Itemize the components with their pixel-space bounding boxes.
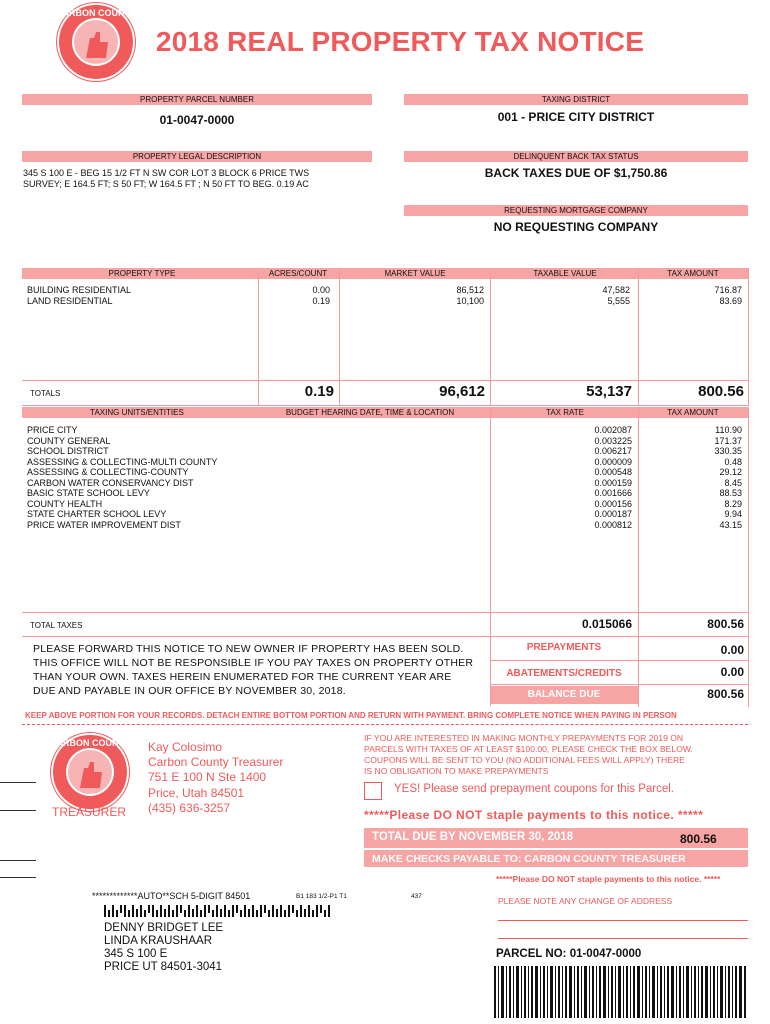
svg-text:CARBON COUNTY: CARBON COUNTY bbox=[50, 738, 130, 748]
abatements-value: 0.00 bbox=[720, 665, 744, 679]
cut-line bbox=[22, 724, 748, 725]
col-units: TAXING UNITS/ENTITIES bbox=[90, 408, 184, 417]
forward-notice: PLEASE FORWARD THIS NOTICE TO NEW OWNER IF PROPERTY HAS BEEN SOLD. THIS OFFICE WILL NOT BE RESPONSIBLE IF YOU PAY TAXES ON PROPERTY OTHER THAN YOUR OWN. TAXES HEREIN ENUMERATED FOR THE CURRENT YEAR ARE DUE AND PAYABLE IN OUR OFFICE BY NOVEMBER 30, 2018. bbox=[33, 643, 474, 697]
auto-sort-line: *************AUTO**SCH 5-DIGIT 84501 bbox=[92, 891, 251, 901]
prepay-checkbox[interactable] bbox=[364, 782, 382, 800]
totals-taxable: 53,137 bbox=[586, 383, 632, 400]
table-row: LAND RESIDENTIAL bbox=[27, 295, 113, 306]
divider bbox=[258, 268, 259, 406]
batch-code: B1 183 1/2-P1 T1 bbox=[296, 893, 347, 900]
fold-mark bbox=[0, 782, 36, 783]
staple-notice: *****Please DO NOT staple payments to this notice. ***** bbox=[364, 808, 704, 822]
legal-description-text: 345 S 100 E - BEG 15 1/2 FT N SW COR LOT 3 BLOCK 6 PRICE TWS SURVEY; E 164.5 FT; S 50 FT; W 164.5 FT ; N 50 FT TO BEG. 0.19 AC bbox=[23, 168, 310, 189]
divider bbox=[22, 636, 748, 637]
treasurer-address: Kay Colosimo Carbon County Treasurer 751 E 100 N Ste 1400 Price, Utah 84501 (435) 636-3257 bbox=[148, 740, 284, 815]
prepayments-value: 0.00 bbox=[720, 643, 744, 657]
address-line[interactable] bbox=[498, 920, 748, 921]
balance-due-value: 800.56 bbox=[707, 687, 744, 701]
divider bbox=[638, 268, 639, 406]
parcel-number-value: 01-0047-0000 bbox=[159, 113, 235, 127]
fold-mark bbox=[0, 860, 36, 861]
delinquent-status-label: DELINQUENT BACK TAX STATUS bbox=[404, 151, 748, 162]
list-item: COUNTY HEALTH bbox=[27, 498, 103, 509]
property-type-list bbox=[27, 285, 257, 306]
abatements-label: ABATEMENTS/CREDITS bbox=[506, 668, 622, 679]
treasurer-label: TREASURER bbox=[52, 805, 127, 819]
totals-label: TOTALS bbox=[30, 389, 61, 398]
mortgage-company-label: REQUESTING MORTGAGE COMPANY bbox=[404, 205, 748, 216]
legal-description-label: PROPERTY LEGAL DESCRIPTION bbox=[22, 151, 372, 162]
mailing-address: DENNY BRIDGET LEE LINDA KRAUSHAAR 345 S 100 E PRICE UT 84501-3041 bbox=[104, 922, 224, 973]
divider bbox=[638, 407, 639, 707]
prepay-info: IF YOU ARE INTERESTED IN MAKING MONTHLY PREPAYMENTS FOR 2019 ON PARCELS WITH TAXES OF AT LEAST $100.00, PLEASE CHECK THE BOX BELOW. COUPONS WILL BE SENT TO YOU (NO ADDITIONAL FEES WILL APPLY) THERE IS NO OBLIGATION TO MAKE PREPAYMENTS bbox=[364, 733, 693, 776]
fold-mark bbox=[0, 877, 36, 878]
checks-payable: MAKE CHECKS PAYABLE TO: CARBON COUNTY TREASURER bbox=[372, 853, 686, 865]
address-line[interactable] bbox=[498, 938, 748, 939]
col-property-type: PROPERTY TYPE bbox=[108, 269, 176, 278]
parcel-number-label: PROPERTY PARCEL NUMBER bbox=[22, 94, 372, 105]
divider bbox=[490, 660, 748, 661]
total-due-label: TOTAL DUE BY NOVEMBER 30, 2018 bbox=[372, 831, 574, 843]
units-list bbox=[27, 425, 327, 530]
divider bbox=[490, 684, 748, 685]
market-list: 86,512 10,100 bbox=[456, 285, 484, 306]
prepay-checkbox-label: YES! Please send prepayment coupons for this Parcel. bbox=[394, 783, 674, 795]
taxing-district-label: TAXING DISTRICT bbox=[404, 94, 748, 105]
list-item: PRICE CITY bbox=[27, 425, 78, 435]
seal-icon bbox=[56, 2, 136, 82]
taxable-list: 47,582 5,555 bbox=[602, 285, 630, 306]
totals-acres: 0.19 bbox=[304, 383, 334, 400]
mortgage-company-value: NO REQUESTING COMPANY bbox=[493, 220, 659, 234]
delinquent-status-value: BACK TAXES DUE OF $1,750.86 bbox=[484, 166, 668, 180]
total-tax-amount: 800.56 bbox=[707, 617, 744, 631]
divider bbox=[22, 405, 748, 406]
divider bbox=[22, 380, 748, 381]
total-due-value: 800.56 bbox=[680, 832, 717, 846]
list-item: CARBON WATER CONSERVANCY DIST bbox=[27, 477, 194, 488]
fold-mark bbox=[0, 810, 36, 811]
prepayments-label: PREPAYMENTS bbox=[526, 642, 602, 653]
detach-notice: KEEP ABOVE PORTION FOR YOUR RECORDS. DETACH ENTIRE BOTTOM PORTION AND RETURN WITH PAYMENT. BRING COMPLETE NOTICE WHEN PAYING IN PERSON bbox=[25, 711, 677, 720]
postal-barcode bbox=[104, 905, 334, 917]
col-tax: TAX AMOUNT bbox=[667, 269, 719, 278]
list-item: BASIC STATE SCHOOL LEVY bbox=[27, 488, 150, 498]
list-item: PRICE WATER IMPROVEMENT DIST bbox=[27, 519, 181, 530]
change-address-label: PLEASE NOTE ANY CHANGE OF ADDRESS bbox=[498, 896, 673, 906]
sequence-number: 437 bbox=[411, 893, 422, 900]
taxing-district-value: 001 - PRICE CITY DISTRICT bbox=[497, 110, 655, 124]
col-taxable: TAXABLE VALUE bbox=[533, 269, 597, 278]
table-row: BUILDING RESIDENTIAL bbox=[27, 285, 132, 295]
total-taxes-label: TOTAL TAXES bbox=[30, 621, 83, 630]
list-item: ASSESSING & COLLECTING-COUNTY bbox=[27, 467, 189, 477]
col-market: MARKET VALUE bbox=[384, 269, 446, 278]
divider bbox=[748, 407, 749, 707]
seal-icon bbox=[50, 732, 130, 812]
list-item: SCHOOL DISTRICT bbox=[27, 446, 109, 456]
parcel-footer: PARCEL NO: 01-0047-0000 bbox=[496, 948, 642, 960]
page-title: 2018 REAL PROPERTY TAX NOTICE bbox=[155, 26, 645, 57]
list-item: STATE CHARTER SCHOOL LEVY bbox=[27, 509, 167, 519]
divider bbox=[22, 612, 748, 613]
total-tax-rate: 0.015066 bbox=[581, 617, 632, 631]
col-acres: ACRES/COUNT bbox=[268, 269, 328, 278]
county-seal bbox=[56, 2, 136, 82]
col-budget: BUDGET HEARING DATE, TIME & LOCATION bbox=[285, 408, 455, 417]
totals-tax: 800.56 bbox=[698, 383, 744, 400]
list-item: COUNTY GENERAL bbox=[27, 435, 111, 446]
staple-notice-small: *****Please DO NOT staple payments to this notice. ***** bbox=[496, 874, 721, 884]
rate-list: 0.002087 0.003225 0.006217 0.000009 0.000548 0.000159 0.001666 0.000156 0.000187 0.000812 bbox=[594, 425, 632, 530]
svg-text:CARBON COUNTY: CARBON COUNTY bbox=[56, 8, 136, 18]
col-rate: TAX RATE bbox=[546, 408, 584, 417]
balance-due-label: BALANCE DUE bbox=[527, 689, 601, 700]
tax-amount-list: 716.87 83.69 bbox=[714, 285, 742, 306]
list-item: ASSESSING & COLLECTING-MULTI COUNTY bbox=[27, 456, 218, 467]
totals-market: 96,612 bbox=[439, 383, 485, 400]
divider bbox=[748, 268, 749, 406]
col-amount: TAX AMOUNT bbox=[667, 408, 719, 417]
county-seal-bottom bbox=[50, 732, 130, 812]
acres-list: 0.00 0.19 bbox=[312, 285, 330, 306]
payment-barcode bbox=[494, 966, 746, 1018]
amount-list: 110.90 171.37 330.35 0.48 29.12 8.45 88.53 8.29 9.94 43.15 bbox=[714, 425, 742, 530]
